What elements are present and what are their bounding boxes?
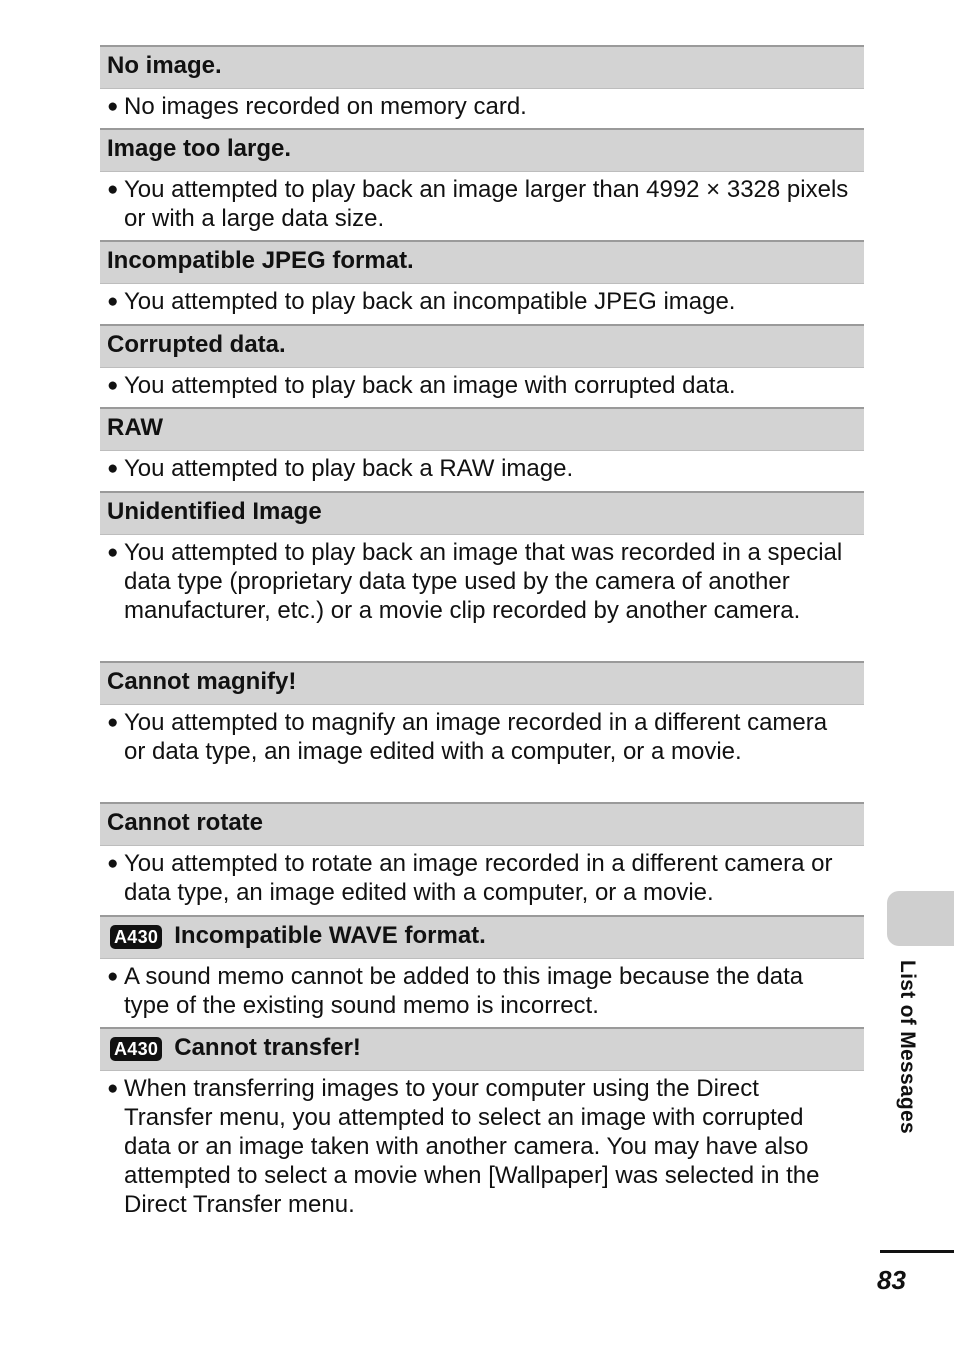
message-text: You attempted to play back an image larger than 4992 × 3328 pixels or with a large data size.	[124, 176, 849, 232]
message-entry	[100, 240, 864, 324]
message-title: RAW	[107, 414, 163, 441]
message-entry	[100, 324, 864, 407]
message-title-row	[100, 45, 864, 89]
message-entry	[100, 802, 864, 915]
bullet-icon: ●	[107, 853, 119, 874]
message-title-row	[100, 324, 864, 368]
message-title: No image.	[107, 52, 222, 79]
message-entry	[100, 128, 864, 240]
message-text: You attempted to play back a RAW image.	[124, 455, 574, 482]
bullet-icon: ●	[107, 291, 119, 312]
message-text: You attempted to play back an image with corrupted data.	[124, 372, 736, 399]
message-entry	[100, 1027, 864, 1226]
message-title: Incompatible WAVE format.	[174, 922, 486, 949]
bullet-icon: ●	[107, 179, 119, 200]
bullet-icon: ●	[107, 458, 119, 479]
message-description	[100, 1071, 864, 1226]
message-title-row	[100, 802, 864, 846]
message-table	[100, 45, 864, 1226]
message-text: You attempted to rotate an image recorded in a different camera or data type, an image edited with a computer, or a movie.	[124, 850, 833, 906]
bullet-icon: ●	[107, 1078, 119, 1099]
message-description	[100, 172, 864, 240]
page-number: 83	[877, 1265, 906, 1295]
message-description	[100, 846, 864, 915]
model-badge: A430	[110, 1037, 162, 1061]
bullet-icon: ●	[107, 966, 119, 987]
section-label: List of Messages	[896, 960, 919, 1135]
bullet-icon: ●	[107, 712, 119, 733]
message-title: Incompatible JPEG format.	[107, 247, 414, 274]
message-title: Image too large.	[107, 135, 292, 162]
message-text: You attempted to play back an image that was recorded in a special data type (proprietary data type used by the camera of another manufacturer, etc.) or a movie clip recorded by another camera.	[124, 539, 843, 624]
message-title: Cannot transfer!	[174, 1034, 361, 1061]
message-text: A sound memo cannot be added to this image because the data type of the existing sound memo is incorrect.	[124, 963, 804, 1019]
footer-rule	[880, 1250, 954, 1253]
message-entry	[100, 407, 864, 491]
message-text: When transferring images to your computer using the Direct Transfer menu, you attempted to select an image with corrupted data or an image taken with another camera. You may have also attempted to select a movie when [Wallpaper] was selected in the Direct Transfer menu.	[124, 1075, 820, 1218]
model-badge: A430	[110, 925, 162, 949]
message-text: You attempted to play back an incompatible JPEG image.	[124, 288, 736, 315]
message-title: Unidentified Image	[107, 498, 322, 525]
message-title-row	[100, 128, 864, 172]
section-tab	[887, 891, 954, 946]
message-title-row	[100, 407, 864, 451]
message-text: No images recorded on memory card.	[124, 93, 527, 120]
message-entry	[100, 491, 864, 661]
message-title-row	[100, 240, 864, 284]
bullet-icon: ●	[107, 542, 119, 563]
message-title-row	[100, 661, 864, 705]
message-entry	[100, 661, 864, 802]
bullet-icon: ●	[107, 375, 119, 396]
message-description	[100, 959, 864, 1027]
message-title: Cannot magnify!	[107, 668, 297, 695]
bullet-icon: ●	[107, 96, 119, 117]
message-description	[100, 535, 864, 661]
message-entry	[100, 45, 864, 128]
message-title-row	[100, 915, 864, 959]
message-description	[100, 705, 864, 802]
message-title: Corrupted data.	[107, 331, 286, 358]
message-title-row	[100, 491, 864, 535]
message-title-row	[100, 1027, 864, 1071]
message-description	[100, 451, 864, 491]
message-title: Cannot rotate	[107, 809, 263, 836]
message-text: You attempted to magnify an image recorded in a different camera or data type, an image edited with a computer, or a movie.	[124, 709, 828, 765]
message-entry	[100, 915, 864, 1027]
message-description	[100, 284, 864, 324]
message-description	[100, 368, 864, 407]
message-description	[100, 89, 864, 128]
